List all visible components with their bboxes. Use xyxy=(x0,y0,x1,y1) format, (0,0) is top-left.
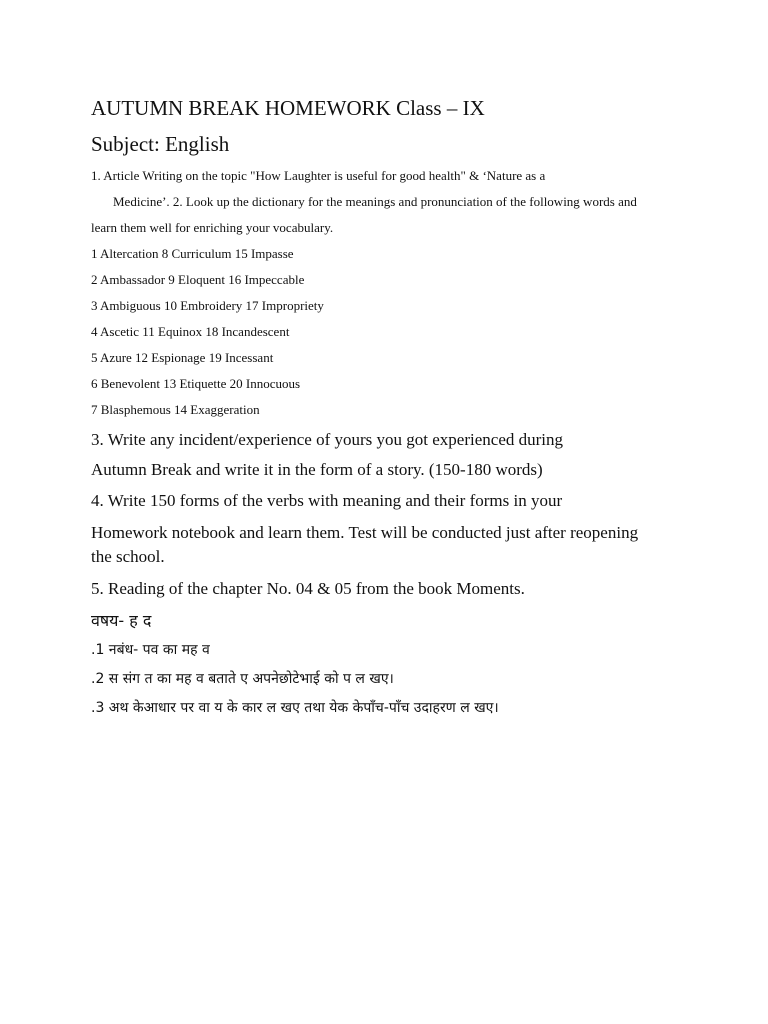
hindi-heading: वषय- ह द xyxy=(91,611,152,630)
subject-heading: Subject: English xyxy=(91,132,230,156)
hindi-item: .1 नबंध- पव का मह व xyxy=(91,642,210,658)
item4-line1: 4. Write 150 forms of the verbs with meaning and their forms in your xyxy=(91,491,563,510)
word-row: 7 Blasphemous 14 Exaggeration xyxy=(91,402,260,417)
item3-line1: 3. Write any incident/experience of yours you got experienced during xyxy=(91,430,564,449)
hindi-item: .3 अथ केआधार पर वा य के कार ल खए तथा येक केपाँच-पाँच उदाहरण ल खए। xyxy=(91,700,499,716)
hindi-item: .2 स संग त का मह व बताते ए अपनेछोटेभाई को प ल खए। xyxy=(91,671,394,687)
word-row: 1 Altercation 8 Curriculum 15 Impasse xyxy=(91,246,294,261)
item4-line3: the school. xyxy=(91,547,165,566)
item1-line2: Medicine’. 2. Look up the dictionary for the meanings and pronunciation of the following words and xyxy=(113,194,637,209)
document-title: AUTUMN BREAK HOMEWORK Class – IX xyxy=(91,96,485,120)
item3-line2: Autumn Break and write it in the form of a story. (150-180 words) xyxy=(91,460,543,479)
word-row: 6 Benevolent 13 Etiquette 20 Innocuous xyxy=(91,376,301,391)
item1-line1: 1. Article Writing on the topic "How Laughter is useful for good health" & ‘Nature as a xyxy=(91,168,546,183)
item5: 5. Reading of the chapter No. 04 & 05 from the book Moments. xyxy=(91,579,525,598)
word-row: 2 Ambassador 9 Eloquent 16 Impeccable xyxy=(91,272,305,287)
word-row: 3 Ambiguous 10 Embroidery 17 Impropriety xyxy=(91,298,324,313)
word-row: 5 Azure 12 Espionage 19 Incessant xyxy=(91,350,274,365)
word-row: 4 Ascetic 11 Equinox 18 Incandescent xyxy=(91,324,290,339)
item1-line3: learn them well for enriching your vocabulary. xyxy=(91,220,334,235)
item4-line2: Homework notebook and learn them. Test will be conducted just after reopening xyxy=(91,523,639,542)
